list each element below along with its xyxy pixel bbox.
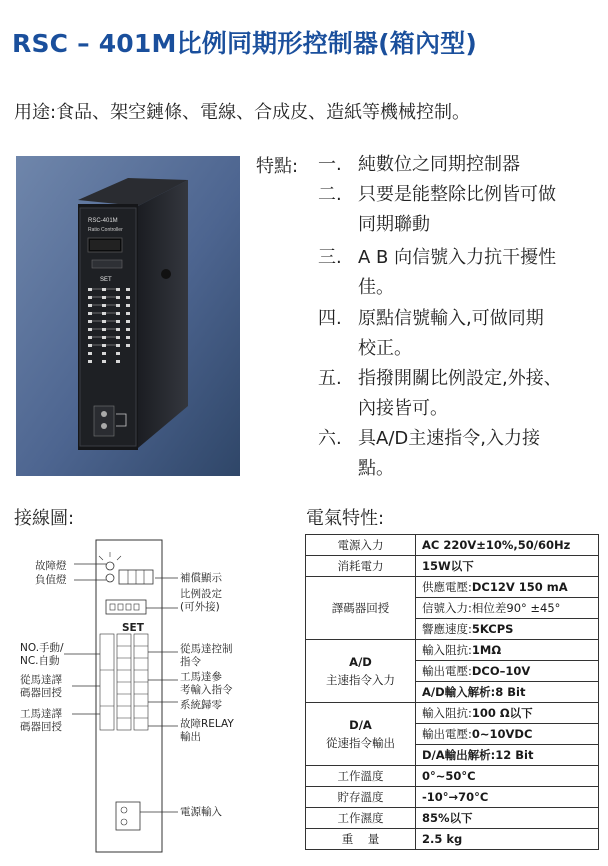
fault-lamp-label: 故障燈 bbox=[35, 560, 67, 572]
feature-line: 內接皆可。 bbox=[358, 398, 448, 419]
spec-name: 消耗電力 bbox=[306, 556, 416, 577]
usage-line: 用途:食品、架空鏈條、電線、合成皮、造紙等機械控制。 bbox=[14, 102, 471, 123]
manual-label: NO.手動/ bbox=[20, 642, 64, 654]
feature-number: 二. bbox=[318, 184, 342, 205]
spec-sub bbox=[416, 661, 599, 682]
feature-number: 四. bbox=[318, 308, 342, 329]
feature-item bbox=[318, 243, 608, 303]
slave-encoder-label-2: 碼器回授 bbox=[20, 687, 62, 699]
specs-title: 電氣特性: bbox=[306, 508, 385, 529]
spec-name-line: 從速指令輸出 bbox=[326, 736, 395, 750]
spec-name: 貯存溫度 bbox=[306, 787, 416, 808]
feature-item bbox=[318, 304, 608, 364]
spec-name-line: 主速指令入力 bbox=[326, 673, 395, 687]
feature-line: 佳。 bbox=[358, 277, 394, 298]
spec-sub-label: D/A輸出解析: bbox=[422, 748, 496, 762]
spec-sub-label: 供應電壓: bbox=[422, 580, 472, 594]
spec-sub bbox=[416, 745, 599, 766]
spec-name: 電源入力 bbox=[306, 535, 416, 556]
feature-line: 校正。 bbox=[358, 338, 412, 359]
page-title: RSC – 401M比例同期形控制器(箱內型) bbox=[12, 29, 478, 58]
spec-value: AC 220V±10%,50/60Hz bbox=[416, 535, 599, 556]
spec-sub-label: 輸入阻抗: bbox=[422, 706, 472, 720]
feature-item bbox=[318, 424, 608, 484]
master-ref-label: 工馬達參 bbox=[180, 671, 222, 683]
table-row bbox=[306, 535, 599, 556]
feature-line: 指撥開關比例設定,外接、 bbox=[358, 368, 562, 389]
spec-name-line: D/A bbox=[349, 718, 372, 732]
spec-sub bbox=[416, 682, 599, 703]
photo-set-text: SET bbox=[100, 277, 112, 283]
product-photo bbox=[16, 156, 240, 476]
feature-line: 點。 bbox=[358, 458, 394, 479]
fault-relay-label: 故障RELAY bbox=[180, 718, 234, 730]
spec-sub-label: 輸出電壓: bbox=[422, 664, 472, 678]
spec-name: 工作濕度 bbox=[306, 808, 416, 829]
spec-sub-label: 響應速度: bbox=[422, 622, 472, 636]
feature-line: 只要是能整除比例皆可做 bbox=[358, 184, 556, 205]
table-row bbox=[306, 787, 599, 808]
spec-sub-label: 輸入阻抗: bbox=[422, 643, 472, 657]
feature-number: 一. bbox=[318, 154, 342, 175]
spec-sub-value: 12 Bit bbox=[495, 748, 534, 762]
spec-sub-value: DCO–10V bbox=[471, 664, 531, 678]
feature-item bbox=[318, 364, 608, 424]
table-row bbox=[306, 703, 599, 724]
feature-number: 五. bbox=[318, 368, 342, 389]
spec-sub-value: DC12V 150 mA bbox=[471, 580, 568, 594]
feature-line: 同期聯動 bbox=[358, 214, 430, 235]
spec-sub-label: 輸出電壓: bbox=[422, 727, 472, 741]
spec-sub-value: 100 Ω以下 bbox=[471, 706, 533, 720]
feature-line: 具A/D主速指令,入力接 bbox=[358, 428, 540, 449]
specs-table bbox=[305, 534, 599, 850]
feature-item bbox=[318, 150, 608, 180]
spec-sub-label: 信號入力: bbox=[422, 601, 472, 615]
wiring-diagram bbox=[0, 530, 300, 866]
feature-item bbox=[318, 180, 608, 240]
spec-name: 工作溫度 bbox=[306, 766, 416, 787]
spec-sub bbox=[416, 640, 599, 661]
wiring-title: 接線圖: bbox=[14, 508, 75, 529]
table-row bbox=[306, 766, 599, 787]
command-label: 指令 bbox=[180, 656, 201, 668]
ref-input-label: 考輸入指令 bbox=[180, 684, 233, 696]
spec-value: 15W以下 bbox=[416, 556, 599, 577]
table-row bbox=[306, 577, 599, 598]
feature-line: A B 向信號入力抗干擾性 bbox=[358, 247, 557, 268]
spec-sub bbox=[416, 724, 599, 745]
slave-control-label: 從馬達控制 bbox=[180, 643, 233, 655]
photo-model-text: RSC-401M bbox=[88, 218, 118, 224]
features-label: 特點: bbox=[256, 156, 299, 177]
spec-sub-value: 8 Bit bbox=[495, 685, 526, 699]
feature-line: 原點信號輸入,可做同期 bbox=[358, 308, 544, 329]
spec-sub bbox=[416, 619, 599, 640]
table-row bbox=[306, 640, 599, 661]
slave-encoder-label: 從馬達譯 bbox=[20, 674, 62, 686]
table-row bbox=[306, 808, 599, 829]
ratio-setting-label: 比例設定 bbox=[180, 588, 222, 600]
spec-name bbox=[306, 640, 416, 703]
controller-illustration bbox=[16, 156, 240, 476]
spec-sub-label: A/D輸入解析: bbox=[422, 685, 496, 699]
spec-name-line: A/D bbox=[349, 655, 372, 669]
external-label: (可外接) bbox=[180, 601, 220, 613]
spec-name: 重 量 bbox=[306, 829, 416, 850]
master-encoder-label: 工馬達譯 bbox=[20, 708, 62, 720]
spec-value: 0°~50°C bbox=[416, 766, 599, 787]
master-encoder-label-2: 碼器回授 bbox=[20, 721, 62, 733]
spec-sub bbox=[416, 703, 599, 724]
wiring-set-label: SET bbox=[122, 622, 144, 634]
auto-label: NC.自動 bbox=[20, 655, 60, 667]
spec-sub-value: 5KCPS bbox=[471, 622, 514, 636]
spec-value: 85%以下 bbox=[416, 808, 599, 829]
compensation-display-label: 補償顯示 bbox=[180, 572, 222, 584]
spec-sub-value: 0~10VDC bbox=[471, 727, 533, 741]
spec-value: 2.5 kg bbox=[416, 829, 599, 850]
photo-subtitle-text: Ratio Controller bbox=[88, 227, 123, 233]
output-label: 輸出 bbox=[180, 731, 201, 743]
negative-lamp-label: 負值燈 bbox=[35, 574, 67, 586]
power-input-label: 電源輸入 bbox=[180, 806, 222, 818]
feature-number: 六. bbox=[318, 428, 342, 449]
system-reset-label: 系統歸零 bbox=[180, 699, 222, 711]
table-row bbox=[306, 829, 599, 850]
spec-sub-value: 相位差90° ±45° bbox=[471, 601, 561, 615]
spec-sub bbox=[416, 598, 599, 619]
spec-sub-value: 1MΩ bbox=[471, 643, 502, 657]
spec-value: -10°→70°C bbox=[416, 787, 599, 808]
table-row bbox=[306, 556, 599, 577]
spec-sub bbox=[416, 577, 599, 598]
feature-line: 純數位之同期控制器 bbox=[358, 154, 520, 175]
spec-name bbox=[306, 703, 416, 766]
feature-number: 三. bbox=[318, 247, 342, 268]
spec-name: 譯碼器回授 bbox=[306, 577, 416, 640]
